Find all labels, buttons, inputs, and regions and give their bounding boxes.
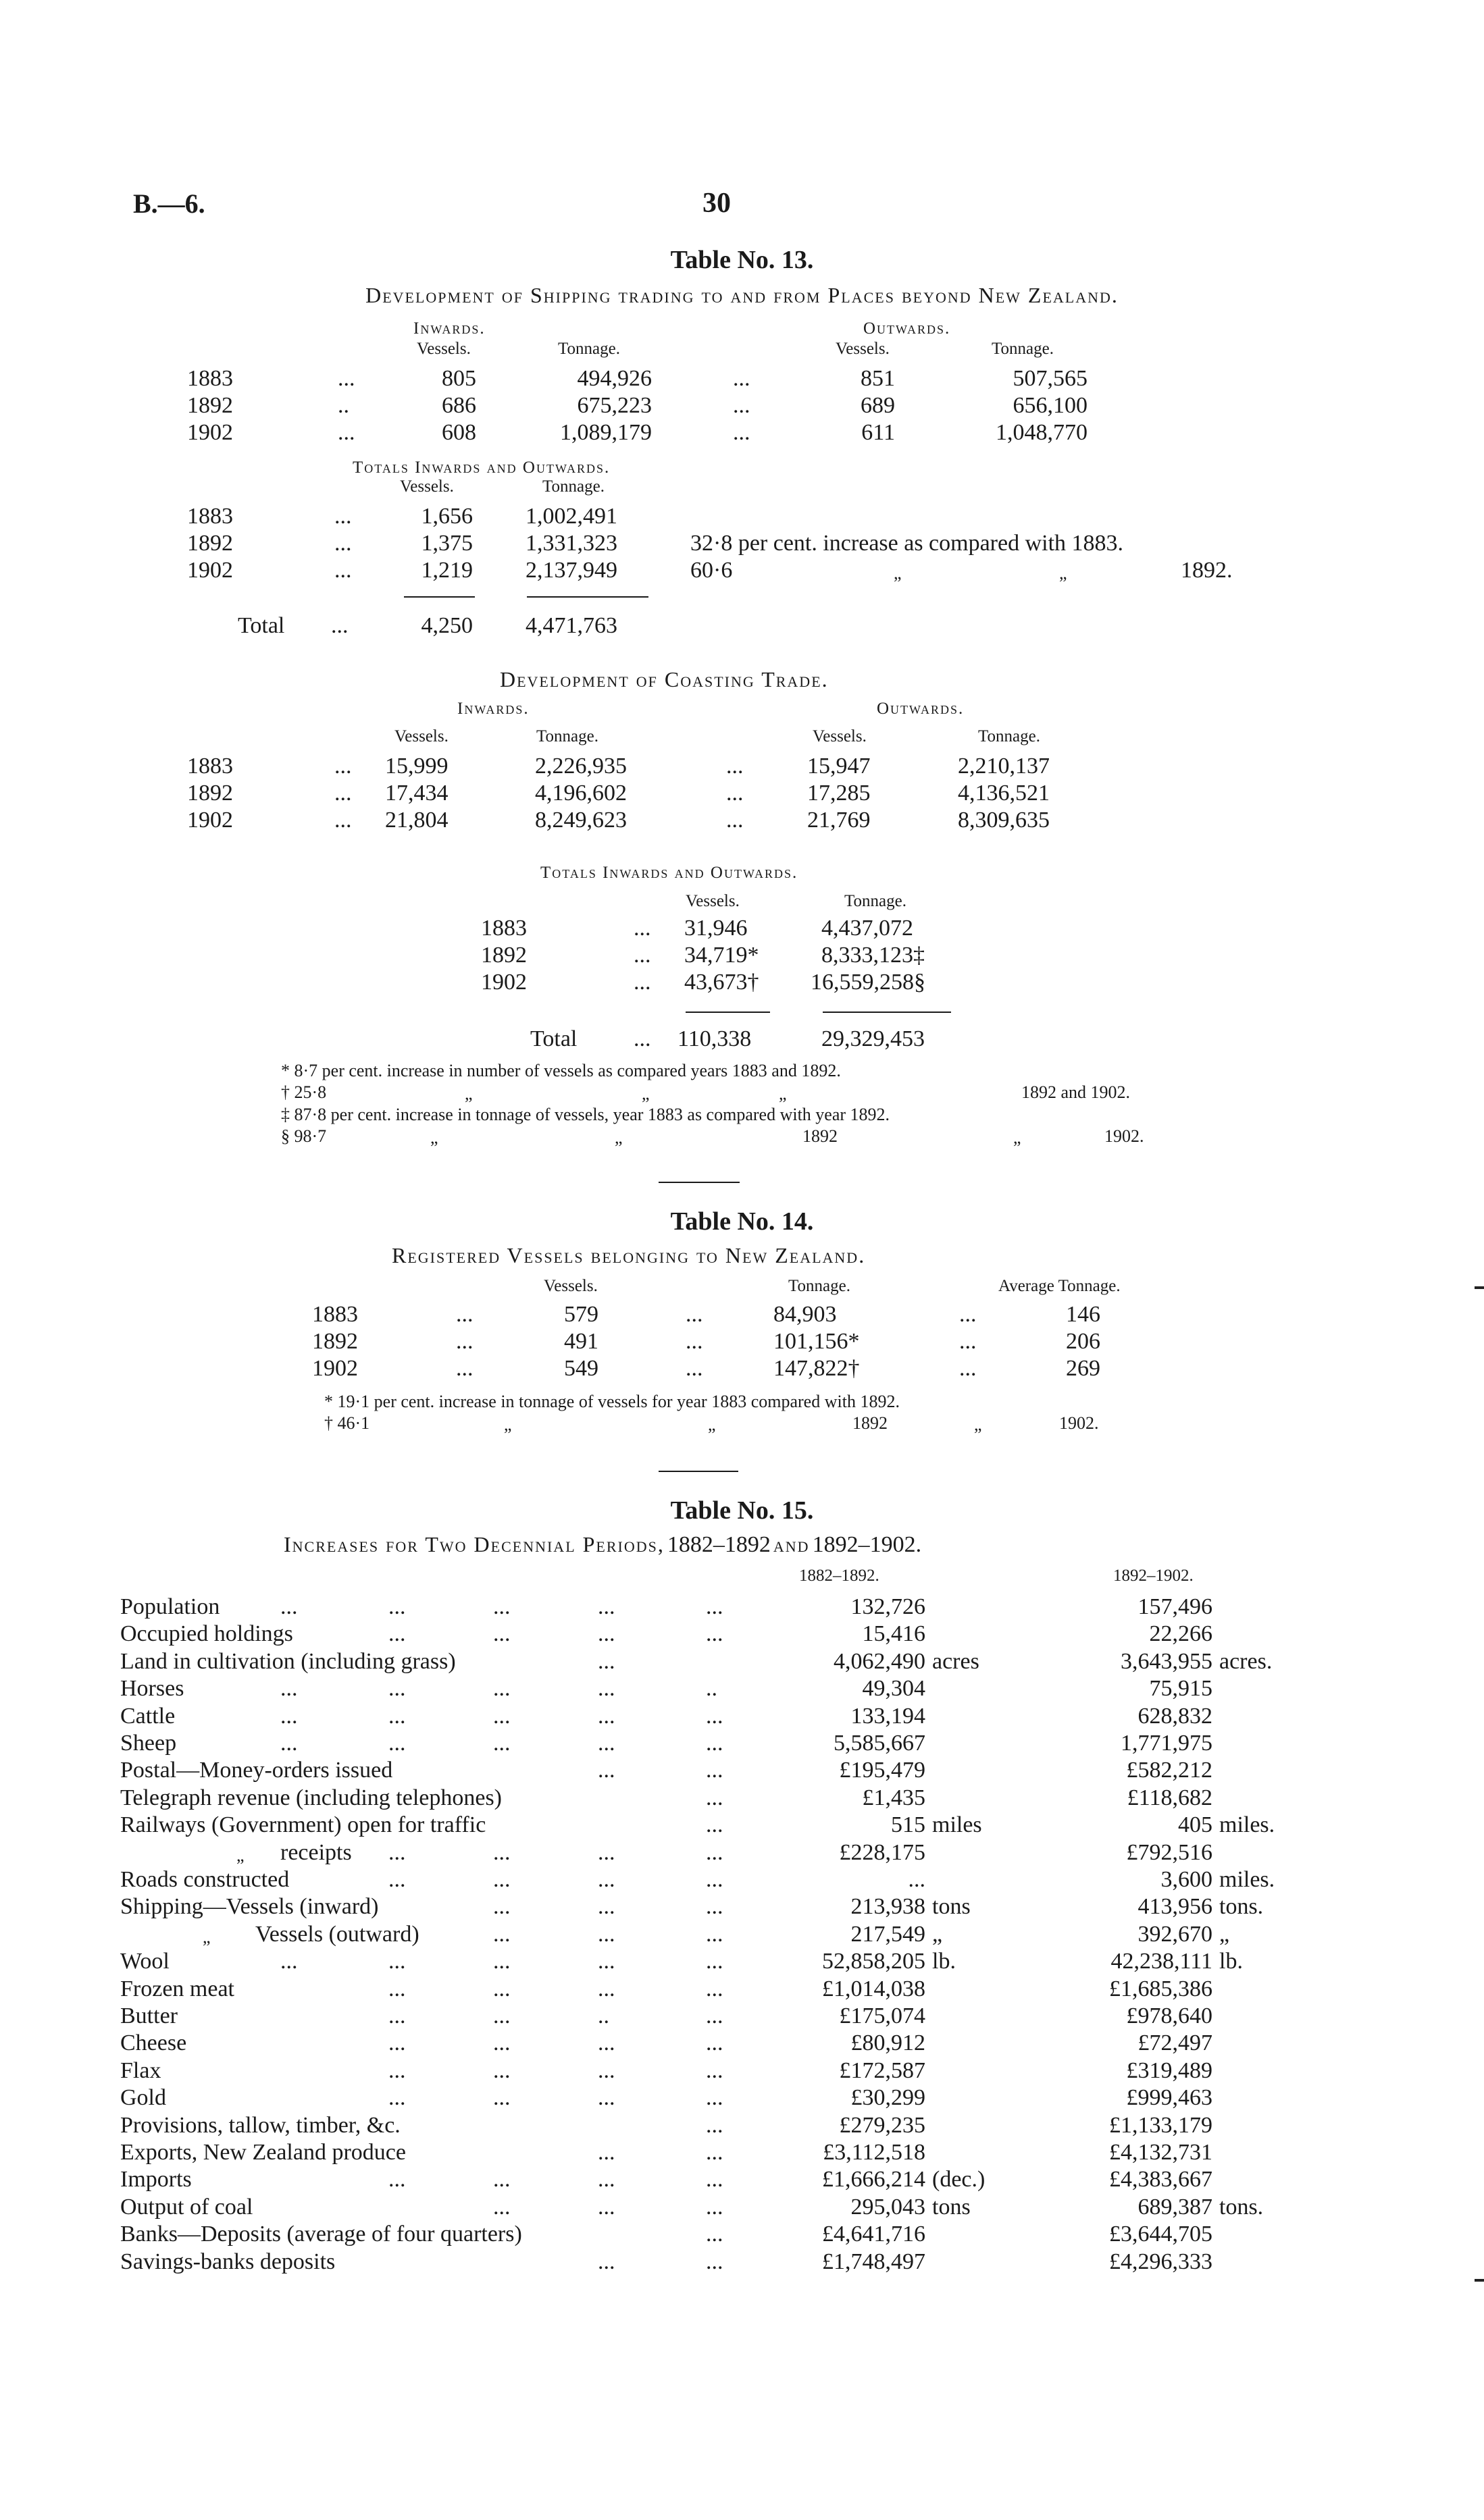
period-2-unit: acres. <box>1219 1649 1273 1674</box>
leader-dots: ... <box>598 2030 615 2055</box>
leader-dots: ... <box>706 2249 723 2274</box>
leader-dots: ... <box>280 1704 298 1729</box>
period-1-value: £172,587 <box>839 2058 925 2083</box>
leader-dots: ... <box>493 2003 511 2028</box>
sum-rule <box>527 596 648 598</box>
leader-dots: ... <box>388 1949 406 1974</box>
period-2-unit: lb. <box>1219 1949 1243 1974</box>
leader-dots: ... <box>280 1594 298 1619</box>
tonnage-header: Tonnage. <box>788 1277 850 1295</box>
ditto-mark: „ <box>203 1927 211 1947</box>
period-1-value: 15,416 <box>862 1621 925 1646</box>
leader-dots: ... <box>493 1922 511 1947</box>
vessels-header: Vessels. <box>394 727 449 745</box>
row-label: Occupied holdings <box>120 1621 293 1646</box>
period-2-value: 22,266 <box>1149 1621 1212 1646</box>
period-1-value: £175,074 <box>839 2003 925 2028</box>
leader-dots: ... <box>598 1922 615 1947</box>
period-2-value: 392,670 <box>1137 1922 1212 1947</box>
increase-note: 32·8 per cent. increase as compared with 1883. <box>690 531 1124 556</box>
period-2-value: £1,685,386 <box>1109 1976 1212 2001</box>
period-1-unit: „ <box>932 1922 943 1947</box>
period-2-unit: miles. <box>1219 1812 1275 1837</box>
tonnage-header: Tonnage. <box>558 340 620 358</box>
margin-mark <box>1475 1286 1484 1289</box>
leader-dots: ... <box>706 2113 723 2138</box>
period-2-value: 413,956 <box>1137 1894 1212 1919</box>
row-label: Telegraph revenue (including telephones) <box>120 1785 503 1810</box>
margin-mark <box>1475 2279 1484 2282</box>
table-15-title: Table No. 15. <box>670 1496 814 1525</box>
period-2-value: 689,387 <box>1137 2195 1212 2220</box>
leader-dots: ... <box>598 2249 615 2274</box>
period-2-value: 405 <box>1178 1812 1212 1837</box>
vessels-header: Vessels. <box>813 727 867 745</box>
period-1-value: £4,641,716 <box>822 2222 925 2247</box>
row-label: Gold <box>120 2085 166 2110</box>
period-2-value: £4,132,731 <box>1109 2140 1212 2165</box>
leader-dots: ... <box>280 1676 298 1701</box>
leader-dots: ... <box>706 2085 723 2110</box>
leader-dots: ... <box>388 2085 406 2110</box>
leader-dots: ... <box>598 1894 615 1919</box>
leader-dots: ... <box>598 1594 615 1619</box>
period-2-value: £4,383,667 <box>1109 2167 1212 2192</box>
period-2-value: £118,682 <box>1127 1785 1212 1810</box>
leader-dots: ... <box>388 2167 406 2192</box>
leader-dots: ... <box>598 2167 615 2192</box>
leader-dots: ... <box>706 1594 723 1619</box>
row-label: Exports, New Zealand produce <box>120 2140 406 2165</box>
leader-dots: ... <box>706 1731 723 1756</box>
row-label: Population <box>120 1594 220 1619</box>
leader-dots: ... <box>388 2058 406 2083</box>
leader-dots: ... <box>388 1621 406 1646</box>
period-2-value: 1,771,975 <box>1121 1731 1212 1756</box>
leader-dots: ... <box>706 1840 723 1865</box>
period-1-value: £1,748,497 <box>822 2249 925 2274</box>
leader-dots: ... <box>706 1976 723 2001</box>
leader-dots: ... <box>280 1949 298 1974</box>
row-label: Railways (Government) open for traffic <box>120 1812 486 1837</box>
period-1-value: 133,194 <box>850 1704 925 1729</box>
leader-dots: ... <box>598 2058 615 2083</box>
leader-dots: ... <box>598 2140 615 2165</box>
row-label: Imports <box>120 2167 192 2192</box>
period-1-unit: miles <box>932 1812 982 1837</box>
leader-dots: ... <box>280 1731 298 1756</box>
period-2-value: £1,133,179 <box>1109 2113 1212 2138</box>
vessels-header: Vessels. <box>400 477 454 496</box>
table-14-title: Table No. 14. <box>670 1207 814 1236</box>
leader-dots: ... <box>493 1621 511 1646</box>
leader-dots: ... <box>493 2085 511 2110</box>
period-1-value: 132,726 <box>850 1594 925 1619</box>
leader-dots: ... <box>706 1758 723 1783</box>
period-2-value: 157,496 <box>1137 1594 1212 1619</box>
leader-dots: ... <box>598 1840 615 1865</box>
vessels-header: Vessels. <box>417 340 471 358</box>
row-label: Cheese <box>120 2030 187 2055</box>
leader-dots: ... <box>706 1867 723 1892</box>
leader-dots: ... <box>493 1676 511 1701</box>
sum-rule <box>823 1012 951 1013</box>
tonnage-header: Tonnage. <box>542 477 605 496</box>
period-2-value: 3,643,955 <box>1121 1649 1212 1674</box>
leader-dots: ... <box>706 1922 723 1947</box>
outwards-heading: Outwards. <box>863 319 951 338</box>
period-1-value: £279,235 <box>839 2113 925 2138</box>
row-label: Output of coal <box>120 2195 253 2220</box>
period-2-unit: tons. <box>1219 1894 1264 1919</box>
period-1-value: £3,112,518 <box>823 2140 925 2165</box>
row-label: Provisions, tallow, timber, &c. <box>120 2113 401 2138</box>
leader-dots: ... <box>706 2030 723 2055</box>
period-1-value: 295,043 <box>850 2195 925 2220</box>
average-tonnage-header: Average Tonnage. <box>998 1277 1121 1295</box>
period-2-unit: miles. <box>1219 1867 1275 1892</box>
row-label: Frozen meat <box>120 1976 234 2001</box>
leader-dots: ... <box>388 2003 406 2028</box>
vessels-header: Vessels. <box>686 892 740 910</box>
tonnage-header: Tonnage. <box>536 727 598 745</box>
leader-dots: ... <box>706 2167 723 2192</box>
leader-dots: ... <box>598 2195 615 2220</box>
sum-rule <box>404 596 475 598</box>
period-2-value: £999,463 <box>1126 2085 1212 2110</box>
period-2-value: £582,212 <box>1126 1758 1212 1783</box>
row-label: Shipping—Vessels (inward) <box>120 1894 379 1919</box>
leader-dots: ... <box>493 2195 511 2220</box>
inwards-heading: Inwards. <box>413 319 486 338</box>
leader-dots: ... <box>493 1840 511 1865</box>
leader-dots: ... <box>706 1894 723 1919</box>
period-1-unit: tons <box>932 2195 971 2220</box>
leader-dots: ... <box>388 2030 406 2055</box>
table-13-subtitle: Development of Shipping trading to and from Places beyond New Zealand. <box>365 283 1119 307</box>
leader-dots: ... <box>706 1812 723 1837</box>
row-label: Wool <box>120 1949 170 1974</box>
period-2-value: £72,497 <box>1137 2030 1212 2055</box>
period-2-value: 42,238,111 <box>1110 1949 1212 1974</box>
period-2-value: £978,640 <box>1126 2003 1212 2028</box>
inwards-heading: Inwards. <box>457 700 530 718</box>
leader-dots: ... <box>598 2085 615 2110</box>
leader-dots: ... <box>598 1704 615 1729</box>
leader-dots: ... <box>493 1867 511 1892</box>
period-1-unit: lb. <box>932 1949 956 1974</box>
leader-dots: ... <box>706 1621 723 1646</box>
table-15-subtitle: Increases for Two Decennial Periods, 1882–1892 and 1892–1902. <box>284 1532 922 1557</box>
row-label: Horses <box>120 1676 184 1701</box>
table-13-title: Table No. 13. <box>670 246 814 274</box>
period-2-value: £792,516 <box>1126 1840 1212 1865</box>
period-1-header: 1882–1892. <box>799 1567 879 1585</box>
leader-dots: ... <box>598 1758 615 1783</box>
leader-dots: ... <box>598 1867 615 1892</box>
period-1-value: 515 <box>891 1812 925 1837</box>
period-2-value: 628,832 <box>1137 1704 1212 1729</box>
period-2-unit: „ <box>1219 1922 1230 1947</box>
row-label: Postal—Money-orders issued <box>120 1758 393 1783</box>
leader-dots: ... <box>706 1949 723 1974</box>
leader-dots: .. <box>706 1676 717 1701</box>
outwards-heading: Outwards. <box>877 700 965 718</box>
row-label: Sheep <box>120 1731 177 1756</box>
period-1-value: 4,062,490 <box>834 1649 925 1674</box>
coasting-title: Development of Coasting Trade. <box>500 667 829 691</box>
period-1-value: 5,585,667 <box>834 1731 925 1756</box>
leader-dots: ... <box>493 2030 511 2055</box>
leader-dots: ... <box>493 1594 511 1619</box>
period-2-value: £319,489 <box>1126 2058 1212 2083</box>
leader-dots: ... <box>706 2195 723 2220</box>
row-label: Cattle <box>120 1704 176 1729</box>
period-1-unit: tons <box>932 1894 971 1919</box>
sum-rule <box>686 1012 770 1013</box>
period-1-unit: (dec.) <box>932 2167 986 2192</box>
leader-dots: ... <box>388 1704 406 1729</box>
leader-dots: ... <box>388 1731 406 1756</box>
totals-heading: Totals Inwards and Outwards. <box>353 458 611 477</box>
leader-dots: ... <box>598 1649 615 1674</box>
leader-dots: ... <box>493 1704 511 1729</box>
period-1-value: 213,938 <box>850 1894 925 1919</box>
leader-dots: ... <box>598 1949 615 1974</box>
period-2-value: 3,600 <box>1160 1867 1212 1892</box>
row-label: Banks—Deposits (average of four quarters) <box>120 2222 522 2247</box>
period-2-unit: tons. <box>1219 2195 1264 2220</box>
leader-dots: ... <box>493 1731 511 1756</box>
row-label: Roads constructed <box>120 1867 290 1892</box>
section-divider <box>659 1182 740 1183</box>
leader-dots: ... <box>598 1731 615 1756</box>
period-1-value: £1,666,214 <box>822 2167 925 2192</box>
leader-dots: ... <box>706 2222 723 2247</box>
row-label: Savings-banks deposits <box>120 2249 336 2274</box>
period-1-value: 217,549 <box>850 1922 925 1947</box>
leader-dots: ... <box>493 1976 511 2001</box>
period-1-value: £1,435 <box>862 1785 925 1810</box>
row-label: Land in cultivation (including grass) <box>120 1649 456 1674</box>
leader-dots: ... <box>388 1867 406 1892</box>
row-label: Vessels (outward) <box>255 1922 419 1947</box>
totals-heading: Totals Inwards and Outwards. <box>540 864 798 882</box>
period-1-value: 52,858,205 <box>822 1949 925 1974</box>
leader-dots: ... <box>706 1704 723 1729</box>
row-label: receipts <box>280 1840 352 1865</box>
period-1-value: 49,304 <box>862 1676 925 1701</box>
leader-dots: ... <box>493 2167 511 2192</box>
leader-dots: ... <box>388 1840 406 1865</box>
ditto-mark: „ <box>236 1845 245 1865</box>
table-14-subtitle: Registered Vessels belonging to New Zealand. <box>392 1243 866 1267</box>
page-ref: B.—6. <box>133 188 205 219</box>
leader-dots: ... <box>493 1949 511 1974</box>
tonnage-header: Tonnage. <box>992 340 1054 358</box>
period-1-value: £228,175 <box>839 1840 925 1865</box>
vessels-header: Vessels. <box>836 340 890 358</box>
row-label: Flax <box>120 2058 161 2083</box>
period-2-value: £4,296,333 <box>1109 2249 1212 2274</box>
period-2-header: 1892–1902. <box>1113 1567 1194 1585</box>
tonnage-header: Tonnage. <box>844 892 906 910</box>
period-1-value: £195,479 <box>839 1758 925 1783</box>
vessels-header: Vessels. <box>544 1277 598 1295</box>
leader-dots: ... <box>388 1594 406 1619</box>
leader-dots: ... <box>493 2058 511 2083</box>
leader-dots: ... <box>493 1894 511 1919</box>
period-1-unit: acres <box>932 1649 979 1674</box>
period-1-value: £1,014,038 <box>822 1976 925 2001</box>
leader-dots: ... <box>598 1676 615 1701</box>
leader-dots: ... <box>706 2140 723 2165</box>
period-1-value: £30,299 <box>850 2085 925 2110</box>
period-2-value: £3,644,705 <box>1109 2222 1212 2247</box>
row-label: Butter <box>120 2003 178 2028</box>
leader-dots: ... <box>388 1676 406 1701</box>
leader-dots: ... <box>598 1976 615 2001</box>
period-2-value: 75,915 <box>1149 1676 1212 1701</box>
leader-dots: .. <box>598 2003 609 2028</box>
leader-dots: ... <box>598 1621 615 1646</box>
period-1-value: £80,912 <box>850 2030 925 2055</box>
section-divider <box>659 1471 738 1472</box>
leader-dots: ... <box>388 1976 406 2001</box>
period-1-value: ... <box>908 1867 925 1892</box>
leader-dots: ... <box>706 2058 723 2083</box>
tonnage-header: Tonnage. <box>978 727 1040 745</box>
page-number: 30 <box>702 188 731 219</box>
leader-dots: ... <box>706 2003 723 2028</box>
leader-dots: ... <box>706 1785 723 1810</box>
